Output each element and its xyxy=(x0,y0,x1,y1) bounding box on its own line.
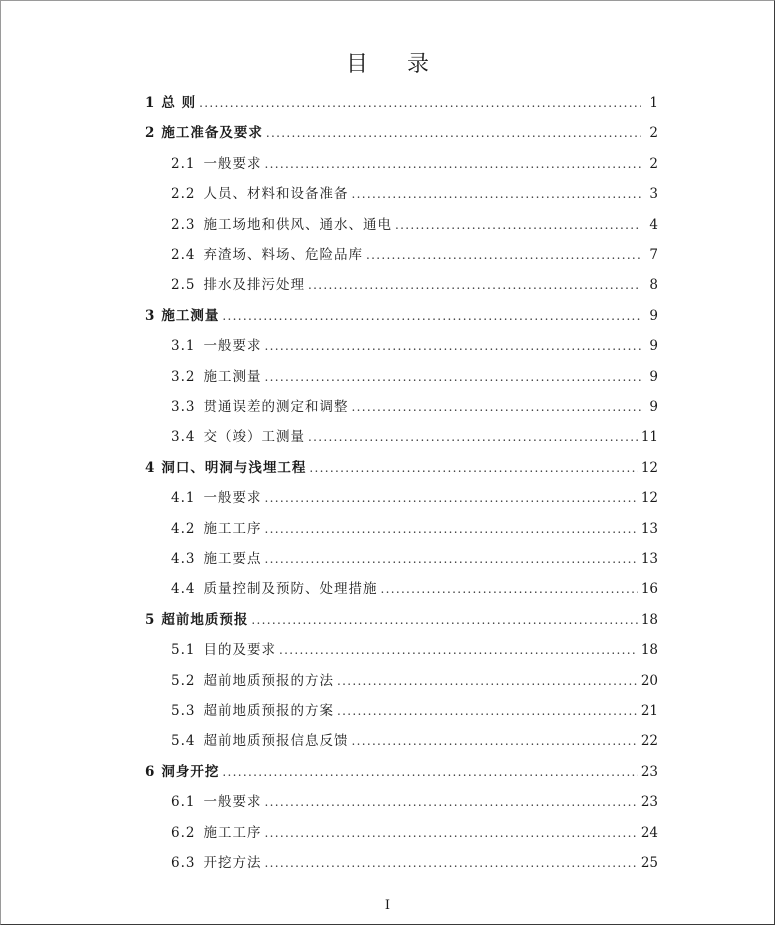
toc-entry-page-number: 9 xyxy=(649,338,658,354)
toc-section-entry[interactable] xyxy=(171,699,658,723)
toc-entry-number: 3.3 xyxy=(171,399,196,415)
toc-entry-number: 5.2 xyxy=(171,673,196,689)
toc-entry-title: 质量控制及预防、处理措施 xyxy=(203,581,378,597)
toc-entry-title: 施工测量 xyxy=(161,308,220,324)
toc-entry-page-number: 13 xyxy=(640,551,658,567)
toc-dot-leader xyxy=(264,517,637,541)
toc-section-entry[interactable] xyxy=(171,425,658,449)
toc-entry-title: 弃渣场、料场、危险品库 xyxy=(203,247,363,263)
toc-entry-title: 施工测量 xyxy=(203,369,262,385)
toc-entry-number: 5.4 xyxy=(171,733,196,749)
toc-dot-leader xyxy=(222,760,637,784)
toc-entry-page-number: 13 xyxy=(640,521,658,537)
toc-section-entry[interactable] xyxy=(171,243,658,267)
page-number: I xyxy=(384,898,391,913)
toc-entry-number: 6.1 xyxy=(171,794,196,810)
toc-dot-leader xyxy=(264,851,637,875)
toc-entry-title: 一般要求 xyxy=(203,338,262,354)
toc-entry-title: 一般要求 xyxy=(203,490,262,506)
toc-entry-page-number: 4 xyxy=(649,217,658,233)
toc-section-entry[interactable] xyxy=(171,790,658,814)
toc-entry-number: 3.1 xyxy=(171,338,196,354)
toc-chapter-entry[interactable] xyxy=(145,608,658,632)
toc-entry-page-number: 11 xyxy=(640,429,658,445)
toc-dot-leader xyxy=(279,638,638,662)
toc-heading: 目 录 xyxy=(346,51,445,77)
toc-entry-number: 6 xyxy=(145,764,156,780)
toc-entry-number: 4.4 xyxy=(171,581,196,597)
toc-entry-page-number: 12 xyxy=(640,490,658,506)
toc-entry-number: 1 xyxy=(145,95,156,111)
toc-chapter-entry[interactable] xyxy=(145,121,658,145)
toc-dot-leader xyxy=(351,729,637,753)
toc-entry-page-number: 23 xyxy=(640,794,658,810)
toc-entry-title: 一般要求 xyxy=(203,794,262,810)
toc-entry-number: 5.1 xyxy=(171,642,196,658)
toc-section-entry[interactable] xyxy=(171,213,658,237)
toc-entry-number: 2.3 xyxy=(171,217,196,233)
toc-dot-leader xyxy=(308,273,641,297)
toc-entry-number: 5.3 xyxy=(171,703,196,719)
toc-entry-title: 目的及要求 xyxy=(203,642,276,658)
toc-dot-leader xyxy=(251,608,637,632)
toc-entry-page-number: 18 xyxy=(640,642,658,658)
toc-entry-title: 洞身开挖 xyxy=(161,764,220,780)
toc-entry-page-number: 8 xyxy=(649,277,658,293)
toc-section-entry[interactable] xyxy=(171,638,658,662)
toc-entry-number: 2 xyxy=(145,125,156,141)
toc-entry-number: 6.2 xyxy=(171,825,196,841)
toc-entry-page-number: 9 xyxy=(649,399,658,415)
toc-entry-title: 总 则 xyxy=(161,95,197,111)
toc-entry-title: 超前地质预报信息反馈 xyxy=(203,733,349,749)
toc-section-entry[interactable] xyxy=(171,517,658,541)
toc-entry-page-number: 7 xyxy=(649,247,658,263)
toc-dot-leader xyxy=(222,304,641,328)
toc-entry-page-number: 9 xyxy=(649,369,658,385)
toc-dot-leader xyxy=(264,790,637,814)
toc-entry-number: 2.1 xyxy=(171,156,196,172)
toc-dot-leader xyxy=(264,365,641,389)
toc-entry-title: 超前地质预报 xyxy=(161,612,249,628)
toc-entry-page-number: 20 xyxy=(640,673,658,689)
toc-entry-number: 2.5 xyxy=(171,277,196,293)
toc-entry-number: 5 xyxy=(145,612,156,628)
toc-entry-page-number: 12 xyxy=(640,460,658,476)
toc-section-entry[interactable] xyxy=(171,273,658,297)
toc-entry-title: 人员、材料和设备准备 xyxy=(203,186,349,202)
toc-section-entry[interactable] xyxy=(171,669,658,693)
toc-dot-leader xyxy=(380,577,637,601)
toc-section-entry[interactable] xyxy=(171,365,658,389)
toc-entry-page-number: 18 xyxy=(640,612,658,628)
toc-section-entry[interactable] xyxy=(171,182,658,206)
toc-chapter-entry[interactable] xyxy=(145,91,658,115)
toc-section-entry[interactable] xyxy=(171,486,658,510)
toc-entry-page-number: 25 xyxy=(640,855,658,871)
toc-entry-number: 4.1 xyxy=(171,490,196,506)
toc-dot-leader xyxy=(199,91,641,115)
toc-dot-leader xyxy=(264,821,637,845)
toc-entry-number: 4.3 xyxy=(171,551,196,567)
toc-entry-number: 3 xyxy=(145,308,156,324)
toc-dot-leader xyxy=(351,395,641,419)
toc-entry-number: 3.4 xyxy=(171,429,196,445)
toc-entry-title: 施工工序 xyxy=(203,521,262,537)
toc-entry-title: 开挖方法 xyxy=(203,855,262,871)
toc-entry-title: 贯通误差的测定和调整 xyxy=(203,399,349,415)
toc-entry-page-number: 16 xyxy=(640,581,658,597)
toc-dot-leader xyxy=(337,669,638,693)
toc-entry-title: 施工要点 xyxy=(203,551,262,567)
toc-entry-number: 4 xyxy=(145,460,156,476)
toc-entry-title: 超前地质预报的方案 xyxy=(203,703,334,719)
toc-entry-page-number: 3 xyxy=(649,186,658,202)
toc-entry-title: 一般要求 xyxy=(203,156,262,172)
toc-entry-number: 4.2 xyxy=(171,521,196,537)
toc-chapter-entry[interactable] xyxy=(145,304,658,328)
toc-section-entry[interactable] xyxy=(171,334,658,358)
toc-dot-leader xyxy=(351,182,641,206)
toc-dot-leader xyxy=(264,334,641,358)
toc-chapter-entry[interactable] xyxy=(145,456,658,480)
toc-entry-page-number: 1 xyxy=(649,95,658,111)
toc-entry-title: 施工场地和供风、通水、通电 xyxy=(203,217,392,233)
toc-section-entry[interactable] xyxy=(171,395,658,419)
toc-entry-page-number: 24 xyxy=(640,825,658,841)
toc-section-entry[interactable] xyxy=(171,729,658,753)
toc-section-entry[interactable] xyxy=(171,547,658,571)
toc-entry-title: 施工准备及要求 xyxy=(161,125,263,141)
toc-entry-title: 洞口、明洞与浅埋工程 xyxy=(161,460,307,476)
toc-dot-leader xyxy=(264,547,637,571)
toc-section-entry[interactable] xyxy=(171,152,658,176)
toc-dot-leader xyxy=(308,425,638,449)
toc-dot-leader xyxy=(395,213,641,237)
toc-dot-leader xyxy=(366,243,641,267)
toc-entry-page-number: 2 xyxy=(649,156,658,172)
toc-entry-title: 超前地质预报的方法 xyxy=(203,673,334,689)
toc-entry-number: 2.2 xyxy=(171,186,196,202)
toc-entry-title: 交（竣）工测量 xyxy=(203,429,305,445)
toc-entry-title: 施工工序 xyxy=(203,825,262,841)
toc-entry-page-number: 9 xyxy=(649,308,658,324)
toc-entry-page-number: 23 xyxy=(640,764,658,780)
toc-entry-page-number: 2 xyxy=(649,125,658,141)
toc-entry-number: 2.4 xyxy=(171,247,196,263)
toc-entry-page-number: 22 xyxy=(640,733,658,749)
toc-entry-title: 排水及排污处理 xyxy=(203,277,305,293)
toc-section-entry[interactable] xyxy=(171,577,658,601)
toc-dot-leader xyxy=(337,699,638,723)
toc-section-entry[interactable] xyxy=(171,821,658,845)
toc-dot-leader xyxy=(266,121,641,145)
toc-entry-page-number: 21 xyxy=(640,703,658,719)
toc-dot-leader xyxy=(264,486,637,510)
toc-chapter-entry[interactable] xyxy=(145,760,658,784)
toc-entry-number: 3.2 xyxy=(171,369,196,385)
toc-section-entry[interactable] xyxy=(171,851,658,875)
toc-dot-leader xyxy=(309,456,637,480)
toc-dot-leader xyxy=(264,152,641,176)
toc-entry-number: 6.3 xyxy=(171,855,196,871)
